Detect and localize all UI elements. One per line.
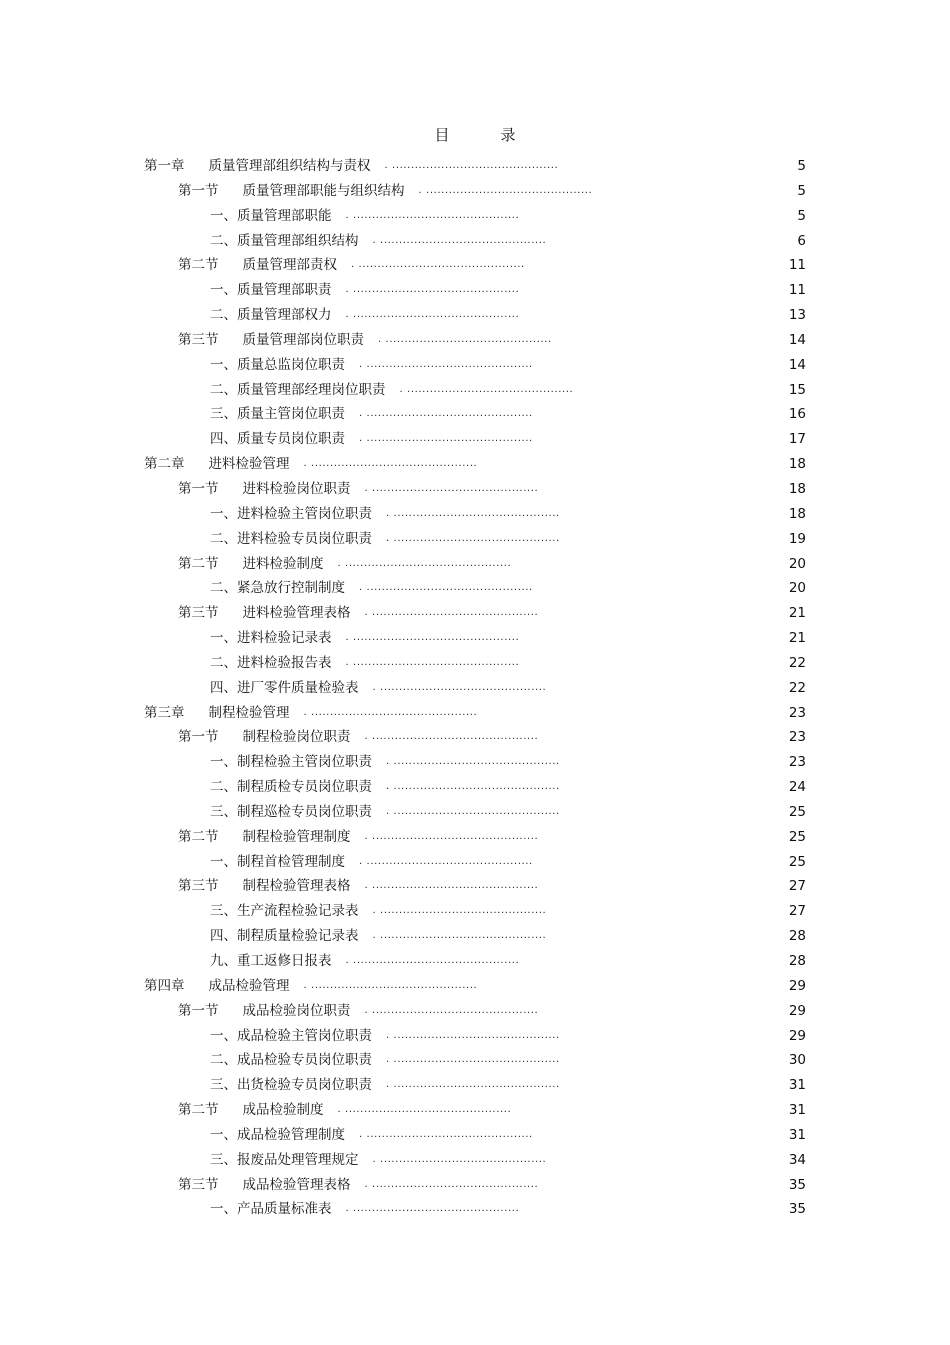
toc-dot-leader: . ............................................ <box>359 358 533 370</box>
toc-dot-leader: . ............................................ <box>372 905 547 917</box>
toc-dot-leader: . ............................................ <box>351 259 525 271</box>
toc-entry[interactable] <box>144 1197 806 1222</box>
toc-dot-leader: . ............................................ <box>364 731 539 743</box>
toc-dot-leader: . ............................................ <box>345 656 520 668</box>
toc-entry[interactable] <box>144 626 806 651</box>
toc-page-number: 25 <box>788 803 806 820</box>
toc-entry-text: 一、成品检验管理制度 <box>210 1126 345 1143</box>
toc-entry-text: 二、紧急放行控制制度 <box>210 580 345 597</box>
toc-entry[interactable] <box>144 1048 806 1073</box>
toc-entry-text: 进料检验制度 <box>242 555 324 572</box>
toc-entry-label <box>210 1048 372 1073</box>
toc-page-number: 15 <box>788 381 806 398</box>
toc-entry-number: 第三节 <box>178 878 219 895</box>
toc-dot-leader: . ............................................ <box>364 830 539 842</box>
toc-entry[interactable] <box>144 725 806 750</box>
toc-entry-number: 第四章 <box>144 977 185 994</box>
toc-entry-text: 制程检验管理表格 <box>242 878 351 895</box>
toc-dot-leader: . ............................................ <box>359 408 533 420</box>
toc-page-number: 35 <box>788 1176 806 1193</box>
toc-entry-label <box>210 527 372 552</box>
toc-entry-text: 成品检验制度 <box>242 1102 324 1119</box>
toc-page-number: 20 <box>788 580 806 597</box>
toc-page-number: 31 <box>788 1126 806 1143</box>
toc-page-number: 29 <box>788 977 806 994</box>
toc-page-number: 28 <box>788 928 806 945</box>
toc-dot-leader: . ............................................ <box>364 482 539 494</box>
toc-entry[interactable] <box>144 1148 806 1173</box>
toc-dot-leader: . ............................................ <box>372 930 547 942</box>
toc-dot-leader: . ............................................ <box>364 1178 539 1190</box>
toc-page-number: 17 <box>788 431 806 448</box>
toc-entry[interactable] <box>144 974 806 999</box>
toc-dot-leader: . ............................................ <box>303 706 478 718</box>
toc-page-number: 13 <box>788 307 806 324</box>
toc-dot-leader: . ............................................ <box>386 532 560 544</box>
toc-dot-leader: . ............................................ <box>345 284 520 296</box>
toc-page-number: 23 <box>788 729 806 746</box>
toc-entry-label <box>210 303 332 328</box>
toc-entry[interactable] <box>144 353 806 378</box>
toc-dot-leader: . ............................................ <box>386 756 560 768</box>
toc-entry[interactable] <box>144 378 806 403</box>
toc-entry-text: 九、重工返修日报表 <box>210 953 332 969</box>
toc-dot-leader: . ............................................ <box>364 1004 539 1016</box>
toc-dot-leader: . ............................................ <box>345 955 520 966</box>
toc-entry[interactable] <box>144 676 806 701</box>
toc-dot-leader: . ............................................ <box>359 582 533 594</box>
toc-dot-leader: . ............................................ <box>345 632 520 644</box>
toc-entry[interactable] <box>144 1024 806 1049</box>
toc-entry[interactable] <box>144 502 806 527</box>
toc-entry[interactable] <box>144 750 806 775</box>
toc-entry-label <box>144 452 290 477</box>
toc-entry-label <box>210 1024 372 1049</box>
toc-entry-text: 成品检验岗位职责 <box>242 1002 351 1019</box>
toc-dot-leader: . ............................................ <box>364 607 539 619</box>
toc-page-number: 5 <box>797 158 806 174</box>
toc-entry-text: 一、产品质量标准表 <box>210 1201 332 1218</box>
toc-page-number: 24 <box>788 779 806 796</box>
toc-entry-text: 制程检验管理 <box>208 704 290 721</box>
toc-entry-text: 四、进厂零件质量检验表 <box>210 679 359 696</box>
toc-entry-label <box>178 552 324 577</box>
toc-entry-label <box>210 899 359 924</box>
toc-entry[interactable] <box>144 800 806 825</box>
toc-entry-text: 制程检验岗位职责 <box>242 729 351 746</box>
toc-page-number: 18 <box>788 505 806 522</box>
toc-entry-label <box>178 1098 324 1123</box>
toc-entry-label <box>210 204 332 229</box>
toc-entry[interactable] <box>144 874 806 899</box>
toc-entry-label <box>178 477 351 502</box>
toc-entry-text: 质量管理部岗位职责 <box>242 331 364 348</box>
toc-entry[interactable] <box>144 775 806 800</box>
toc-entry-text: 三、质量主管岗位职责 <box>210 406 345 423</box>
toc-entry[interactable] <box>144 253 806 278</box>
toc-dot-leader: . ............................................ <box>418 184 593 196</box>
toc-entry-number: 第二节 <box>178 257 219 274</box>
toc-entry-label <box>210 750 372 775</box>
toc-entry-text: 进料检验管理 <box>208 456 290 473</box>
toc-page-number: 22 <box>788 679 806 696</box>
toc-dot-leader: . ............................................ <box>337 557 512 569</box>
toc-entry-text: 一、成品检验主管岗位职责 <box>210 1027 372 1044</box>
toc-page-number: 16 <box>788 406 806 423</box>
toc-page-number: 23 <box>788 754 806 771</box>
toc-entry[interactable] <box>144 949 806 974</box>
toc-entry-text: 四、制程质量检验记录表 <box>210 928 359 945</box>
toc-dot-leader: . ............................................ <box>386 1079 560 1091</box>
toc-entry-label <box>210 1073 372 1098</box>
toc-entry-label <box>210 353 345 378</box>
toc-entry[interactable] <box>144 1173 806 1198</box>
toc-page-number: 6 <box>797 232 806 249</box>
toc-dot-leader: . ............................................ <box>399 383 574 395</box>
toc-page-number: 21 <box>788 605 806 622</box>
toc-entry-label <box>210 1123 345 1148</box>
toc-entry-label <box>178 179 405 204</box>
toc-entry[interactable] <box>144 452 806 477</box>
toc-entry-text: 一、制程检验主管岗位职责 <box>210 754 372 771</box>
toc-entry-text: 三、报废品处理管理规定 <box>210 1151 359 1168</box>
toc-dot-leader: . ............................................ <box>372 681 547 693</box>
toc-entry[interactable] <box>144 427 806 452</box>
toc-entry[interactable] <box>144 651 806 676</box>
toc-entry-label <box>210 1148 359 1173</box>
toc-entry-label <box>210 402 345 427</box>
toc-page-number: 30 <box>788 1052 806 1069</box>
toc-entry[interactable] <box>144 402 806 427</box>
toc-entry-number: 第一节 <box>178 729 219 746</box>
toc-entry-number: 第一节 <box>178 480 219 497</box>
toc-entry[interactable] <box>144 527 806 552</box>
toc-entry-label <box>210 502 372 527</box>
toc-entry-text: 进料检验岗位职责 <box>242 480 351 497</box>
toc-dot-leader: . ............................................ <box>345 209 520 221</box>
toc-entry-number: 第二章 <box>144 456 185 473</box>
toc-entry[interactable] <box>144 601 806 626</box>
toc-entry[interactable] <box>144 999 806 1024</box>
toc-entry-label <box>178 253 337 278</box>
toc-page-number: 29 <box>788 1002 806 1019</box>
toc-entry-label <box>178 1173 351 1198</box>
toc-entry[interactable] <box>144 1123 806 1148</box>
toc-entry[interactable] <box>144 204 806 229</box>
toc-entry-text: 二、进料检验专员岗位职责 <box>210 530 372 547</box>
toc-entry-text: 三、制程巡检专员岗位职责 <box>210 803 372 820</box>
toc-entry-number: 第二节 <box>178 828 219 845</box>
toc-entry-label <box>210 626 332 651</box>
toc-dot-leader: . ............................................ <box>372 1153 547 1165</box>
toc-entry-text: 制程检验管理制度 <box>242 828 351 845</box>
toc-entry-label <box>210 576 345 601</box>
toc-dot-leader: . ............................................ <box>386 805 560 817</box>
toc-dot-leader: . ............................................ <box>384 160 559 171</box>
toc-page-number: 11 <box>788 257 806 274</box>
toc-dot-leader: . ............................................ <box>386 507 560 519</box>
toc-entry-label <box>178 601 351 626</box>
toc-entry[interactable] <box>144 303 806 328</box>
toc-page-number: 18 <box>788 456 806 473</box>
toc-dot-leader: . ............................................ <box>337 1104 512 1116</box>
toc-entry-label <box>210 924 359 949</box>
toc-entry[interactable] <box>144 328 806 353</box>
toc-entry-label <box>178 874 351 899</box>
toc-entry-label <box>210 800 372 825</box>
toc-entry[interactable] <box>144 477 806 502</box>
toc-entry-text: 二、质量管理部权力 <box>210 307 332 324</box>
toc-page-number: 5 <box>797 207 806 224</box>
toc-entry-text: 一、质量管理部职责 <box>210 282 332 299</box>
toc-entry-label <box>144 701 290 726</box>
toc-page-number: 11 <box>788 282 806 299</box>
toc-entry[interactable] <box>144 154 806 179</box>
toc-dot-leader: . ............................................ <box>364 880 539 892</box>
toc-page-number: 23 <box>788 704 806 721</box>
toc-entry-number: 第三节 <box>178 331 219 348</box>
toc-entry[interactable] <box>144 1098 806 1123</box>
toc-entry[interactable] <box>144 850 806 875</box>
toc-entry[interactable] <box>144 576 806 601</box>
table-of-contents <box>144 154 806 1222</box>
toc-dot-leader: . ............................................ <box>345 1203 520 1215</box>
toc-entry-label <box>210 427 345 452</box>
toc-entry-label <box>210 378 386 403</box>
toc-entry[interactable] <box>144 924 806 949</box>
toc-dot-leader: . ............................................ <box>386 1054 560 1066</box>
toc-entry-text: 二、制程质检专员岗位职责 <box>210 779 372 796</box>
toc-dot-leader: . ............................................ <box>303 979 478 991</box>
toc-entry-number: 第一节 <box>178 182 219 199</box>
toc-entry-label <box>210 775 372 800</box>
toc-entry-number: 第一节 <box>178 1002 219 1019</box>
toc-entry-text: 三、出货检验专员岗位职责 <box>210 1077 372 1094</box>
toc-entry-text: 二、质量管理部组织结构 <box>210 232 359 249</box>
toc-entry-text: 质量管理部组织结构与责权 <box>208 158 371 174</box>
toc-entry[interactable] <box>144 701 806 726</box>
toc-entry-text: 成品检验管理表格 <box>242 1176 351 1193</box>
toc-entry-text: 进料检验管理表格 <box>242 605 351 622</box>
toc-entry-number: 第三节 <box>178 1176 219 1193</box>
toc-page-number: 35 <box>788 1201 806 1218</box>
toc-page-number: 5 <box>797 182 806 199</box>
toc-entry[interactable] <box>144 229 806 254</box>
toc-entry-text: 一、质量管理部职能 <box>210 207 332 224</box>
toc-dot-leader: . ............................................ <box>386 1029 560 1041</box>
toc-entry-number: 第一章 <box>144 158 185 174</box>
toc-entry-label <box>210 850 345 875</box>
toc-dot-leader: . ............................................ <box>378 333 552 345</box>
toc-dot-leader: . ............................................ <box>359 1128 533 1140</box>
toc-dot-leader: . ............................................ <box>359 855 533 867</box>
toc-page-number: 22 <box>788 654 806 671</box>
toc-page-number: 21 <box>788 630 806 647</box>
toc-page-number: 27 <box>788 903 806 920</box>
toc-entry-number: 第三节 <box>178 605 219 622</box>
toc-page-number: 25 <box>788 828 806 845</box>
toc-entry-text: 成品检验管理 <box>208 977 290 994</box>
toc-entry-label <box>210 278 332 303</box>
toc-page-number: 19 <box>788 530 806 547</box>
toc-page-number: 18 <box>788 480 806 497</box>
toc-page-number: 31 <box>788 1077 806 1094</box>
toc-entry-label <box>178 725 351 750</box>
toc-dot-leader: . ............................................ <box>372 234 547 246</box>
toc-entry-text: 一、进料检验主管岗位职责 <box>210 505 372 522</box>
toc-entry-number: 第二节 <box>178 1102 219 1119</box>
toc-page-number: 31 <box>788 1102 806 1119</box>
toc-dot-leader: . ............................................ <box>303 458 478 470</box>
toc-entry[interactable] <box>144 899 806 924</box>
toc-entry-label <box>144 974 290 999</box>
toc-entry[interactable] <box>144 179 806 204</box>
toc-entry-label <box>210 229 359 254</box>
toc-entry-label <box>210 651 332 676</box>
toc-entry-text: 质量管理部职能与组织结构 <box>242 182 405 199</box>
toc-entry-label <box>144 154 371 179</box>
toc-entry-label <box>210 676 359 701</box>
toc-page-number: 29 <box>788 1027 806 1044</box>
toc-entry-text: 质量管理部责权 <box>242 257 337 274</box>
toc-entry-label <box>178 825 351 850</box>
toc-entry-number: 第三章 <box>144 704 185 721</box>
toc-dot-leader: . ............................................ <box>345 309 520 321</box>
toc-entry-number: 第二节 <box>178 555 219 572</box>
toc-entry-text: 一、质量总监岗位职责 <box>210 356 345 373</box>
toc-page-number: 27 <box>788 878 806 895</box>
toc-dot-leader: . ............................................ <box>359 433 533 445</box>
toc-page-number: 14 <box>788 331 806 348</box>
toc-entry[interactable] <box>144 1073 806 1098</box>
toc-entry[interactable] <box>144 278 806 303</box>
toc-page-number: 28 <box>788 953 806 969</box>
toc-page-number: 14 <box>788 356 806 373</box>
toc-entry[interactable] <box>144 552 806 577</box>
toc-page-number: 20 <box>788 555 806 572</box>
toc-entry-text: 一、制程首检管理制度 <box>210 853 345 870</box>
toc-page-number: 34 <box>788 1151 806 1168</box>
toc-entry-label <box>210 1197 332 1222</box>
toc-entry-text: 二、质量管理部经理岗位职责 <box>210 381 386 398</box>
toc-entry-label <box>210 949 332 974</box>
toc-entry-text: 一、进料检验记录表 <box>210 630 332 647</box>
toc-title: 目 录 <box>434 126 534 144</box>
toc-entry-label <box>178 999 351 1024</box>
toc-entry-text: 二、进料检验报告表 <box>210 654 332 671</box>
toc-entry-text: 二、成品检验专员岗位职责 <box>210 1052 372 1069</box>
toc-page-number: 25 <box>788 853 806 870</box>
toc-dot-leader: . ............................................ <box>386 781 560 793</box>
toc-entry-text: 三、生产流程检验记录表 <box>210 903 359 920</box>
toc-entry-label <box>178 328 364 353</box>
toc-entry[interactable] <box>144 825 806 850</box>
toc-entry-text: 四、质量专员岗位职责 <box>210 431 345 448</box>
